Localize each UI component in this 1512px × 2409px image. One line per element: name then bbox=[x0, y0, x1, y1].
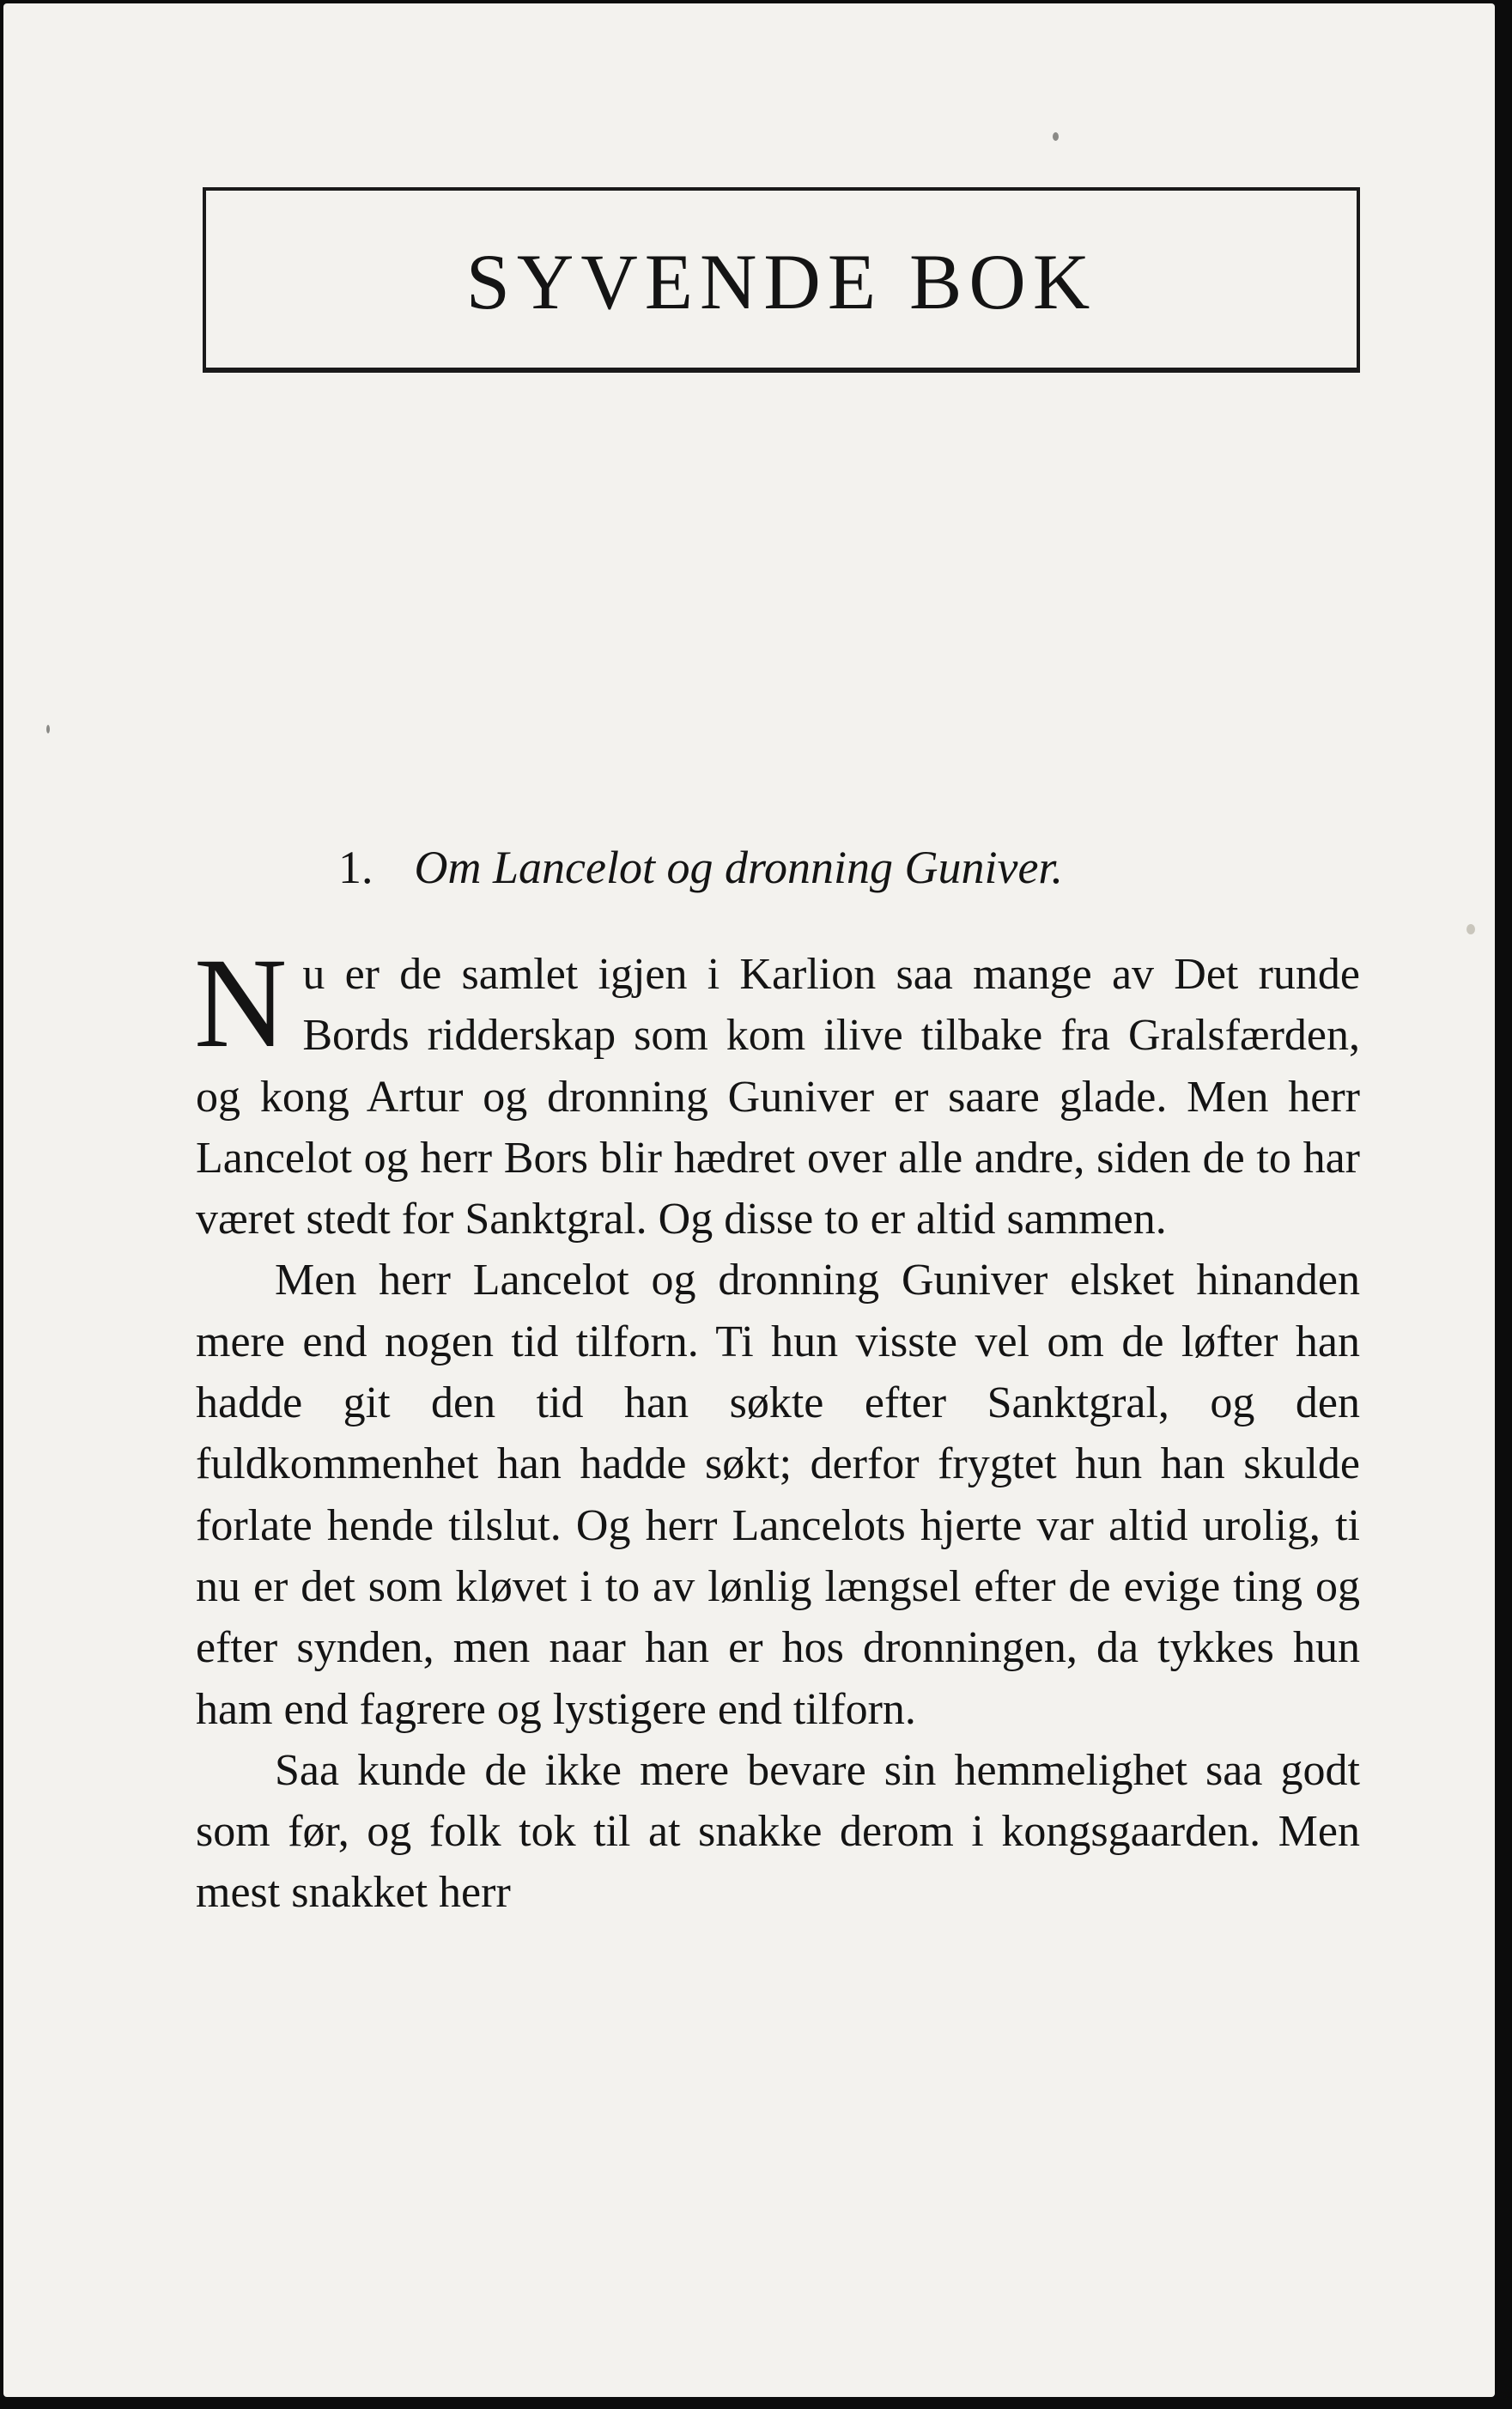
paragraph-1-text: u er de samlet igjen i Karlion saa mange av Det runde Bords ridderskap som kom ilive tilbake fra Gralsfærden, og kong Artur og dronning Guniver er saare glade. Men herr Lancelot og herr Bors blir hædret over alle andre, siden de to har været stedt for Sanktgral. Og disse to er altid sammen. bbox=[196, 950, 1360, 1244]
paragraph-1 bbox=[194, 932, 1360, 1250]
body-text bbox=[194, 932, 1360, 1924]
chapter-title: Om Lancelot og dronning Guniver. bbox=[414, 842, 1063, 893]
paper-speck bbox=[1466, 924, 1475, 934]
book-title: SYVENDE BOK bbox=[465, 238, 1097, 325]
drop-cap: N bbox=[194, 932, 288, 1074]
chapter-heading bbox=[338, 841, 1063, 894]
paragraph-2: Men herr Lancelot og dronning Guniver elsket hinanden mere end nogen tid tilforn. Ti hun visste vel om de løfter han hadde git den tid han søkte efter Sanktgral, og den fuldkommenhet han hadde søkt; derfor frygtet hun han skulde forlate hende tilslut. Og herr Lancelots hjerte var altid urolig, ti nu er det som kløvet i to av lønlig længsel efter de evige ting og efter synden, men naar han er hos dronningen, da tykkes hun ham end fagrere og lystigere end tilforn. bbox=[196, 1256, 1360, 1734]
paragraph-3: Saa kunde de ikke mere bevare sin hemmelighet saa godt som før, og folk tok til at snakke derom i kongsgaarden. Men mest snakket herr bbox=[196, 1745, 1360, 1918]
paper-speck bbox=[46, 725, 50, 733]
title-frame bbox=[203, 187, 1360, 373]
chapter-number: 1. bbox=[338, 842, 373, 893]
paper-speck bbox=[1053, 132, 1059, 141]
book-page bbox=[3, 3, 1495, 2397]
